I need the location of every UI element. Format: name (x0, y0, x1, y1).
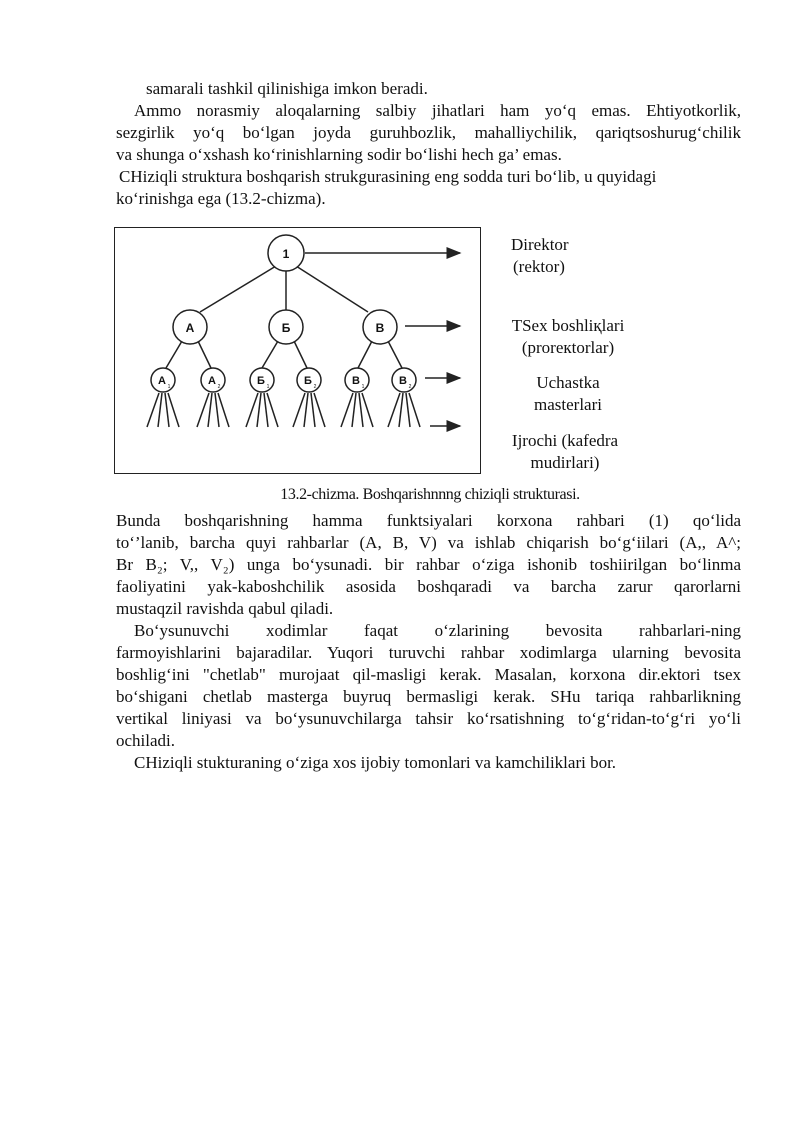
node-level3-subscript: 2 (408, 384, 412, 390)
node-root-label: 1 (282, 247, 290, 261)
text-line: va shunga o‘xshash ko‘rinishlarning sodir bo‘lishi hech ga’ emas. (116, 145, 562, 164)
text-line: Ammo norasmiy aloqalarning salbiy jihatlari ham yo‘q emas. Ehtiyotkorlik, (134, 101, 741, 120)
node-level3-label: Б (257, 375, 265, 387)
node-level3-subscript: 1 (266, 384, 270, 390)
label-line: (proreкtorlar) (521, 338, 615, 357)
text-line: Br B₂; V,, V₂) unga bo‘ysunadi. bir rahbar o‘ziga ishonib toshiirilgan bo‘linma (116, 555, 741, 574)
text-line: Bo‘ysunuvchi xodimlar faqat o‘zlarining bevosita rahbarlari-ning (134, 621, 741, 640)
text-line: farmoyishlarini bajaradilar. Yuqori turuvchi rahbar xodimlarga ularning bevosita (116, 643, 741, 662)
label-line: masterlari (534, 395, 602, 414)
label-line: mudirlari) (530, 453, 600, 472)
text-line: samarali tashkil qilinishiga imkon beradi. (146, 79, 428, 98)
node-level3-subscript: 1 (361, 384, 365, 390)
label-line: (rektor) (513, 257, 565, 276)
node-level3-label: Б (304, 375, 312, 387)
text-line: vertikal liniyasi va bo‘ysunuvchilarga tahsir ko‘rsatishning to‘g‘ridan-to‘g‘ri yo‘li (116, 709, 741, 728)
figure-caption: 13.2-chizma. Boshqarishnnng chiziqli strukturasi. (280, 486, 580, 503)
level-label-department-heads (503, 315, 633, 359)
text-line: mustaqzil ravishda qabul qiladi. (116, 599, 334, 618)
node-level3-subscript: 2 (217, 384, 221, 390)
label-line: Direktor (511, 235, 569, 254)
node-level3-label: B (352, 375, 360, 387)
text-line: ochiladi. (116, 731, 176, 750)
text-line: sezgirlik yo‘q bo‘lgan joyda guruhbozlik, mahalliychilik, qariqtsoshurug‘chilik (116, 123, 741, 142)
level-label-section-masters (503, 372, 633, 416)
text-line: CHiziqli stukturaning o‘ziga xos ijobiy tomonlari va kamchiliklari bor. (134, 753, 617, 772)
node-level3-subscript: 2 (313, 384, 317, 390)
node-level2-label: A (185, 321, 195, 335)
node-level2-label: B (375, 321, 385, 335)
text-line: CHiziqli struktura boshqarish strukgurasining eng sodda turi bo‘lib, u quyidagi (119, 167, 657, 186)
label-line: Uchastka (536, 373, 600, 392)
text-line: ko‘rinishga ega (13.2-chizma). (116, 189, 326, 208)
node-level2-label: Б (281, 321, 291, 335)
text-line: Bunda boshqarishning hamma funktsiyalari korxona rahbari (1) qo‘lida (116, 511, 741, 530)
label-line: TSex boshliқlari (511, 316, 625, 335)
label-line: Ijrochi (kafedra (511, 431, 619, 450)
level-label-executors (500, 430, 630, 474)
text-line: boshlig‘ini "chetlab" murojaat qil-masligi kerak. Masalan, korxona dir.ektori tsex (116, 665, 741, 684)
text-line: faoliyatini yak-kaboshchilik asosida boshqaradi va barcha zarur qarorlarni (116, 577, 741, 596)
node-level3-subscript: 1 (167, 384, 171, 390)
level-label-director (505, 234, 569, 278)
text-line: bo‘shigani chetlab masterga buyruq bermasligi kerak. SHu tariqa rahbarlikning (116, 687, 741, 706)
org-chart-diagram (0, 0, 800, 500)
node-level3-label: A (158, 375, 166, 387)
text-line: to‘’lanib, barcha quyi rahbarlar (A, B, V) va ishlab chiqarish bo‘g‘iilari (A,, A^; (116, 533, 741, 552)
node-level3-label: B (399, 375, 407, 387)
node-level3-label: A (208, 375, 216, 387)
leaf-fans (147, 393, 420, 427)
